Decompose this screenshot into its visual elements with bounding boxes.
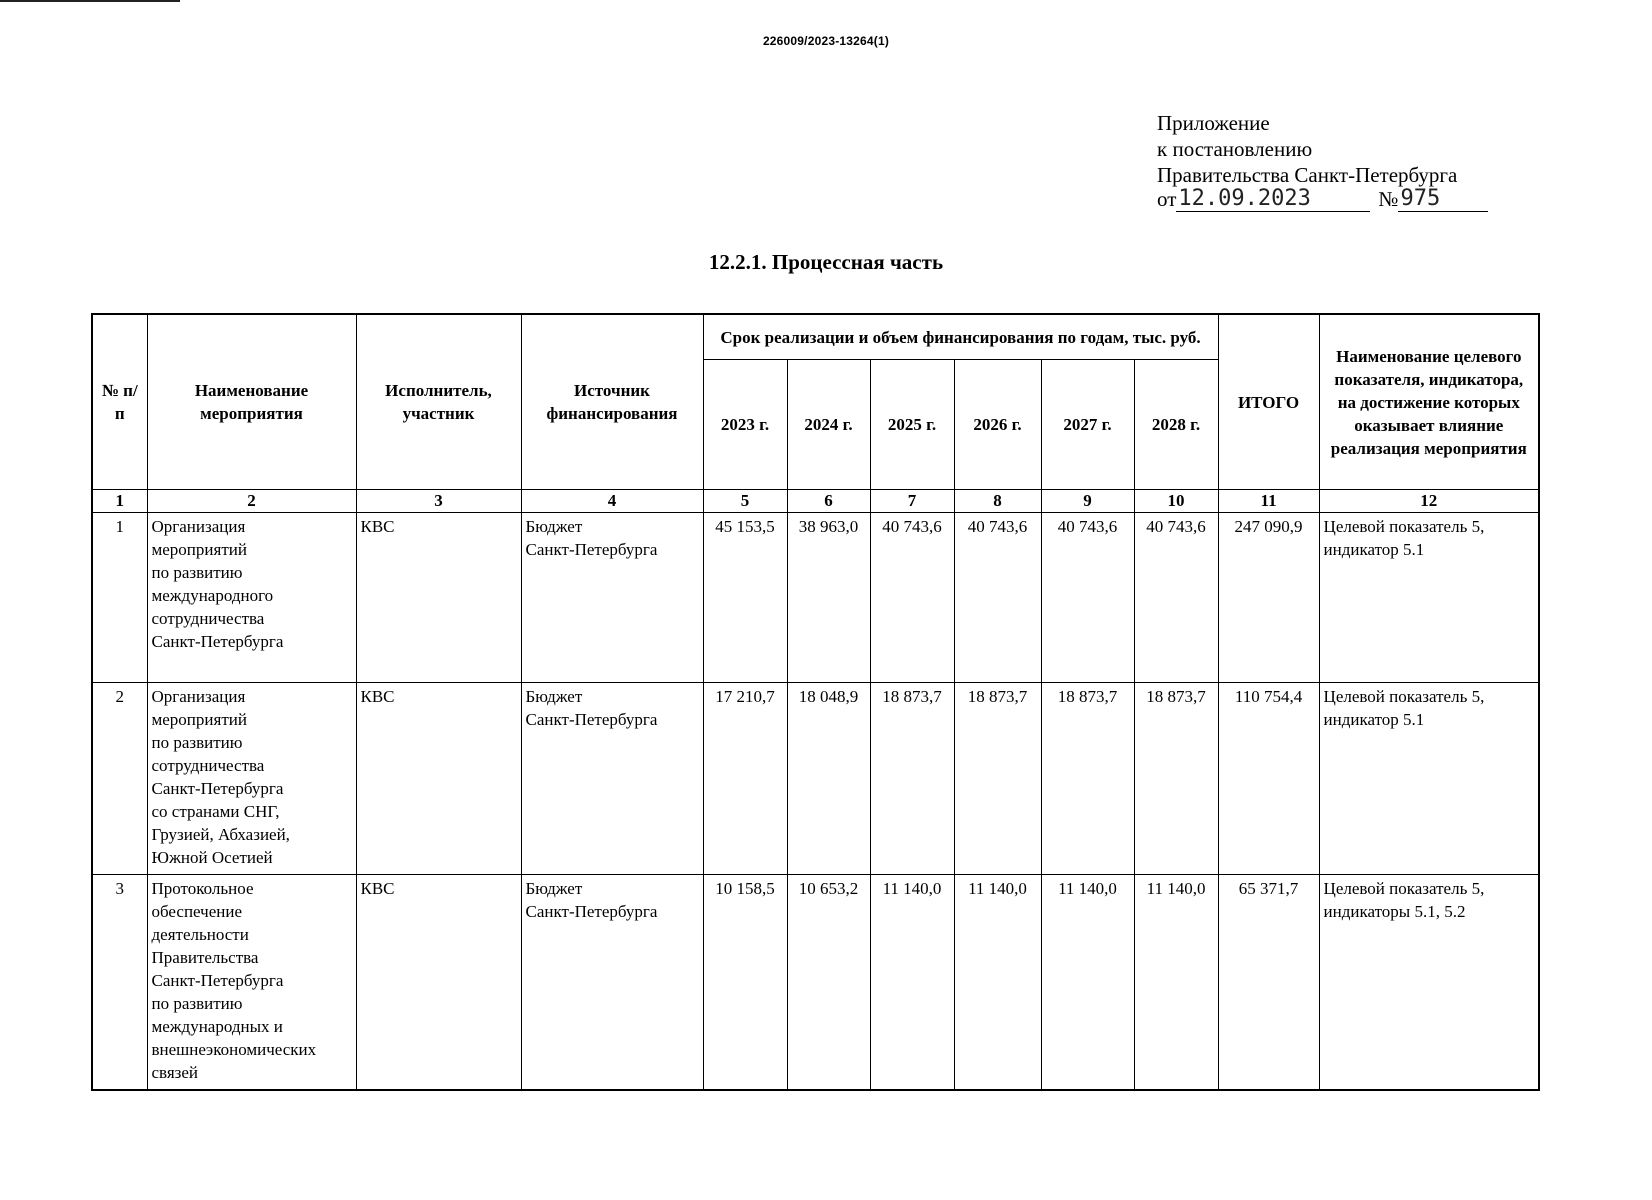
table-row [92, 513, 1539, 683]
activity-name-line: сотрудничества [151, 609, 265, 628]
activity-name-line: Санкт-Петербурга [151, 632, 284, 651]
header-num: № п/п [92, 314, 147, 490]
executor: КВС [356, 875, 521, 1090]
resolution-date: 12.09.2023 [1176, 187, 1370, 212]
target-indicator [1319, 513, 1539, 683]
executor: КВС [356, 513, 521, 683]
funding-source-line: Бюджет [525, 517, 583, 536]
header-year: 2027 г. [1041, 360, 1134, 490]
target-indicator-line: индикатор 5.1 [1323, 540, 1425, 559]
header-year: 2025 г. [870, 360, 954, 490]
value-2026: 11 140,0 [954, 875, 1041, 1090]
column-number: 5 [703, 490, 787, 513]
header-period: Срок реализации и объем финансирования по годам, тыс. руб. [703, 314, 1218, 360]
value-2028: 40 743,6 [1134, 513, 1218, 683]
header-year: 2028 г. [1134, 360, 1218, 490]
column-number: 1 [92, 490, 147, 513]
value-2023: 45 153,5 [703, 513, 787, 683]
activity-name-line: Санкт-Петербурга [151, 779, 284, 798]
value-total: 65 371,7 [1218, 875, 1319, 1090]
value-2023: 17 210,7 [703, 683, 787, 875]
activity-name-line: Организация [151, 687, 246, 706]
column-number: 10 [1134, 490, 1218, 513]
column-number: 8 [954, 490, 1041, 513]
target-indicator [1319, 875, 1539, 1090]
header-year: 2024 г. [787, 360, 870, 490]
document-id: 226009/2023-13264(1) [762, 34, 890, 48]
target-indicator-line: Целевой показатель 5, [1323, 879, 1485, 898]
funding-source-line: Санкт-Петербурга [525, 902, 658, 921]
activity-name-line: мероприятий [151, 710, 247, 729]
funding-source-line: Санкт-Петербурга [525, 540, 658, 559]
header-executor: Исполнитель, участник [356, 314, 521, 490]
value-2024: 18 048,9 [787, 683, 870, 875]
activity-name-line: Южной Осетией [151, 848, 273, 867]
header-indicator: Наименование целевого показателя, индикатора, на достижение которых оказывает влияние реализация мероприятия [1319, 314, 1539, 490]
financing-table [91, 313, 1540, 1091]
table-row [92, 683, 1539, 875]
header-total: ИТОГО [1218, 314, 1319, 490]
value-2026: 40 743,6 [954, 513, 1041, 683]
header-source: Источник финансирования [521, 314, 703, 490]
header-row-top [92, 314, 1539, 360]
column-number: 6 [787, 490, 870, 513]
column-number: 12 [1319, 490, 1539, 513]
activity-name-line: по развитию [151, 994, 243, 1013]
value-total: 247 090,9 [1218, 513, 1319, 683]
activity-name-line: деятельности [151, 925, 249, 944]
value-2024: 10 653,2 [787, 875, 870, 1090]
value-2028: 18 873,7 [1134, 683, 1218, 875]
target-indicator-line: Целевой показатель 5, [1323, 517, 1485, 536]
row-number: 3 [92, 875, 147, 1090]
value-total: 110 754,4 [1218, 683, 1319, 875]
activity-name-line: сотрудничества [151, 756, 265, 775]
table-row [92, 875, 1539, 1090]
from-label: от [1157, 187, 1177, 211]
value-2026: 18 873,7 [954, 683, 1041, 875]
activity-name-line: Санкт-Петербурга [151, 971, 284, 990]
funding-source [521, 683, 703, 875]
value-2027: 11 140,0 [1041, 875, 1134, 1090]
target-indicator-line: Целевой показатель 5, [1323, 687, 1485, 706]
number-label: № [1378, 187, 1399, 211]
executor: КВС [356, 683, 521, 875]
activity-name-line: мероприятий [151, 540, 247, 559]
appendix-to-resolution: к постановлению [1157, 137, 1313, 161]
value-2027: 18 873,7 [1041, 683, 1134, 875]
header-year: 2023 г. [703, 360, 787, 490]
value-2024: 38 963,0 [787, 513, 870, 683]
column-number: 2 [147, 490, 356, 513]
row-number: 1 [92, 513, 147, 683]
column-number: 4 [521, 490, 703, 513]
activity-name [147, 513, 356, 683]
activity-name-line: внешнеэкономических [151, 1040, 317, 1059]
value-2023: 10 158,5 [703, 875, 787, 1090]
row-number: 2 [92, 683, 147, 875]
section-title: 12.2.1. Процессная часть [708, 250, 944, 274]
activity-name-line: по развитию [151, 563, 243, 582]
appendix-title: Приложение [1157, 111, 1270, 135]
activity-name-line: связей [151, 1063, 199, 1082]
header-year: 2026 г. [954, 360, 1041, 490]
activity-name-line: Грузией, Абхазией, [151, 825, 290, 844]
activity-name-line: международного [151, 586, 274, 605]
column-number: 3 [356, 490, 521, 513]
appendix-block [1157, 110, 1488, 212]
activity-name-line: по развитию [151, 733, 243, 752]
value-2025: 18 873,7 [870, 683, 954, 875]
activity-name-line: Организация [151, 517, 246, 536]
column-number-row [92, 490, 1539, 513]
value-2025: 11 140,0 [870, 875, 954, 1090]
appendix-date-line [1157, 186, 1488, 212]
funding-source-line: Санкт-Петербурга [525, 710, 658, 729]
activity-name [147, 683, 356, 875]
target-indicator [1319, 683, 1539, 875]
header-name: Наименование мероприятия [147, 314, 356, 490]
activity-name [147, 875, 356, 1090]
activity-name-line: обеспечение [151, 902, 242, 921]
activity-name-line: со странами СНГ, [151, 802, 280, 821]
resolution-number: 975 [1398, 187, 1488, 212]
activity-name-line: международных и [151, 1017, 283, 1036]
column-number: 7 [870, 490, 954, 513]
column-number: 9 [1041, 490, 1134, 513]
funding-source [521, 513, 703, 683]
target-indicator-line: индикатор 5.1 [1323, 710, 1425, 729]
funding-source-line: Бюджет [525, 687, 583, 706]
funding-source [521, 875, 703, 1090]
activity-name-line: Протокольное [151, 879, 254, 898]
column-number: 11 [1218, 490, 1319, 513]
appendix-government: Правительства Санкт-Петербурга [1157, 163, 1458, 187]
value-2027: 40 743,6 [1041, 513, 1134, 683]
activity-name-line: Правительства [151, 948, 259, 967]
value-2028: 11 140,0 [1134, 875, 1218, 1090]
value-2025: 40 743,6 [870, 513, 954, 683]
scan-edge-line [0, 0, 180, 2]
funding-source-line: Бюджет [525, 879, 583, 898]
target-indicator-line: индикаторы 5.1, 5.2 [1323, 902, 1466, 921]
